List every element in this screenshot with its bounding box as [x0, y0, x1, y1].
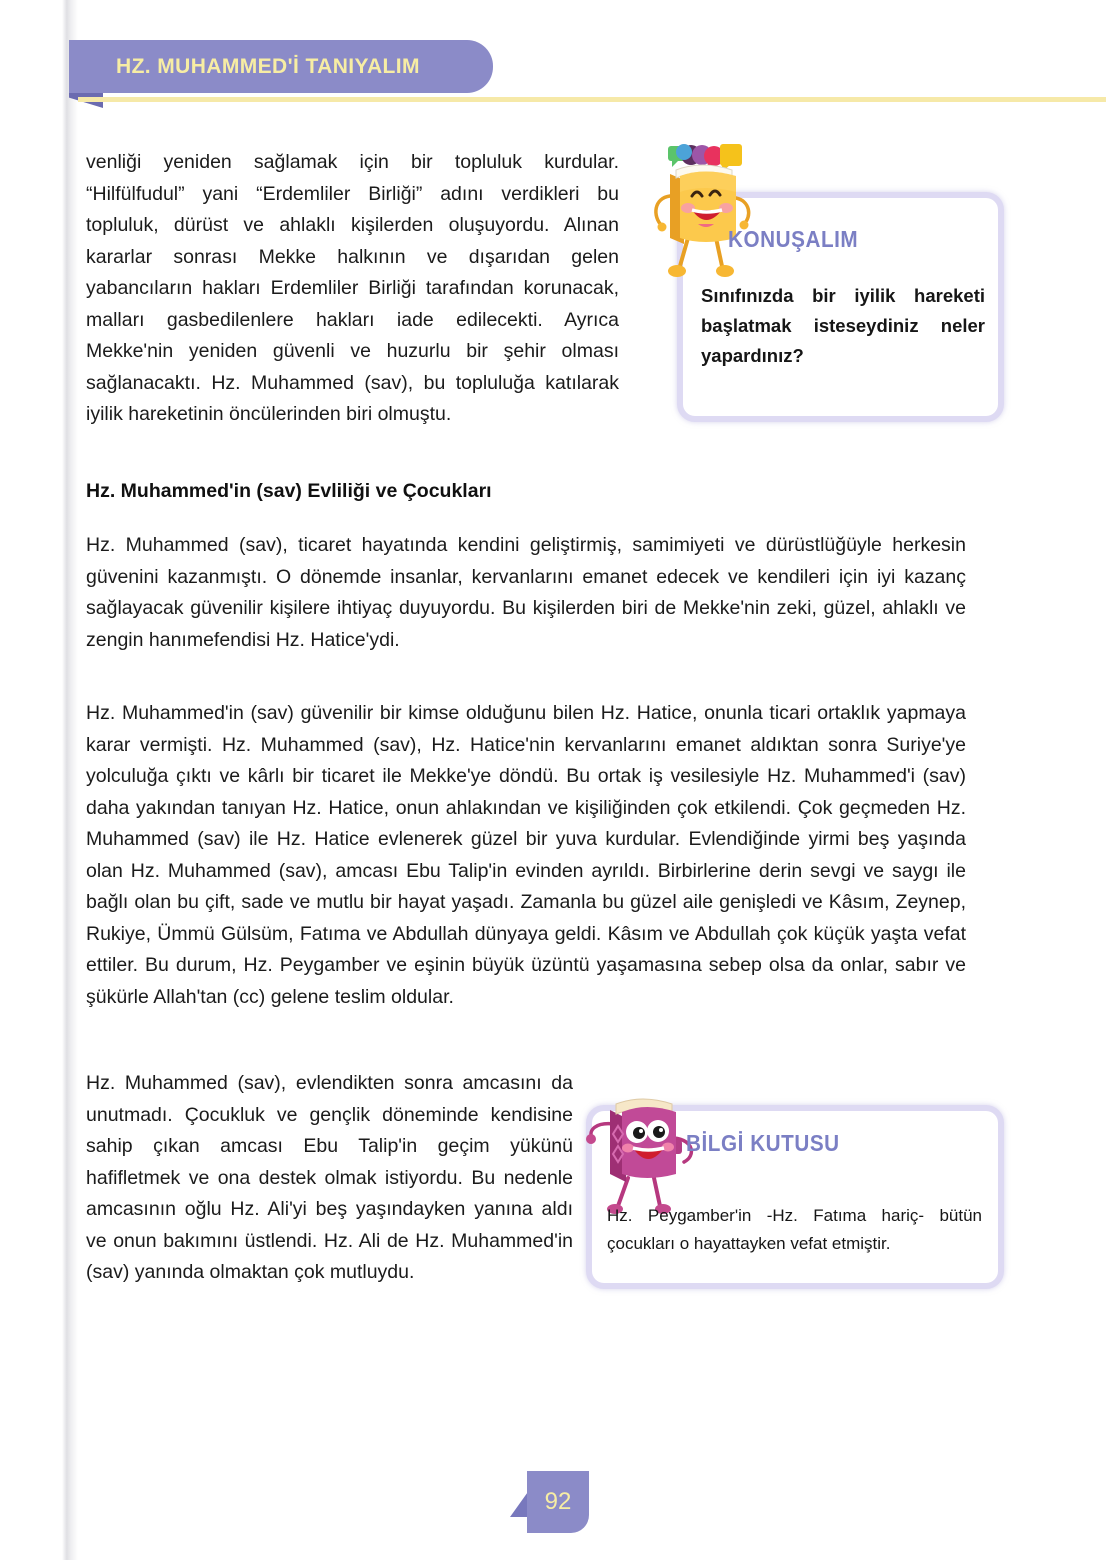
paragraph-hatice-family: Hz. Muhammed'in (sav) güvenilir bir kimse olduğunu bilen Hz. Hatice, onunla ticari ortaklık yapmaya karar vermişti. Hz. Muhammed (sav), Hz. Hatice'nin kervanlarını emanet aldıktan sonra Suriye'ye yolculuğa çıktı ve kârlı bir ticaret ile Mekke'ye döndü. Bu ortak iş vesilesiyle Hz. Muhammed'i (sav) daha yakından tanıyan Hz. Hatice, onun ahlakından ve kişiliğinden çok etkilendi. Çok geçmeden Hz. Muhammed (sav) ile Hz. Hatice evlenerek güzel bir yuva kurdular. Evlendiğinde yirmi beş yaşında olan Hz. Muhammed (sav), amcası Ebu Talip'in evinden ayrıldı. Birbirlerine derin sevgi ve saygı ile bağlı olan bu çift, sade ve mutlu bir hayat yaşadı. Zamanla bu güzel aile genişledi ve Kâsım, Zeynep, Rukiye, Ümmü Gülsüm, Fatıma ve Abdullah dünyaya geldi. Kâsım ve Abdullah çok küçük yaşta vefat ettiler. Bu durum, Hz. Peygamber ve eşinin büyük üzüntü yaşamasına sebep olsa da onlar, sabır ve şükürle Allah'tan (cc) gelene teslim oldular.	[86, 702, 966, 1008]
bilgi-kutusu-text: Hz. Peygamber'in -Hz. Fatıma hariç- bütün çocukları o hayattayken vefat etmiştir.	[607, 1206, 982, 1253]
konusalim-box-text: Sınıfınızda bir iyilik hareketi başlatmak isteseydiniz neler yapardınız?	[701, 285, 985, 366]
yellow-book-character-icon	[640, 138, 770, 286]
page-number: 92	[544, 1488, 572, 1515]
page-title: HZ. MUHAMMED'İ TANIYALIM	[116, 54, 420, 78]
header-banner	[69, 40, 493, 93]
paragraph-hz-ali: Hz. Muhammed (sav), evlendikten sonra amcasını da unutmadı. Çocukluk ve gençlik döneminde kendisine sahip çıkan amcası Ebu Talip'in geçim yükünü hafifletmek ve ona destek olmak istiyordu. Bu nedenle amcasının oğlu Hz. Ali'yi beş yaşındayken yanına aldı ve onun bakımını üstlendi. Hz. Ali de Hz. Muhammed'in (sav) yanında olmaktan çok mutluydu.	[86, 1072, 573, 1283]
bilgi-kutusu-title: BİLGİ KUTUSU	[686, 1130, 840, 1156]
header-rule-line	[78, 97, 1106, 102]
paragraph-marriage-intro: Hz. Muhammed (sav), ticaret hayatında kendini geliştirmiş, samimiyeti ve dürüstlüğüyle herkesin güvenini kazanmıştı. O dönemde insanlar, kervanlarını emanet edecek ve kendileri için iyi kazanç sağlayacak güvenilir kişilere ihtiyaç duyuyordu. Bu kişilerden biri de Mekke'nin zeki, güzel, ahlaklı ve zengin hanımefendisi Hz. Hatice'ydi.	[86, 534, 966, 651]
konusalim-box-title: KONUŞALIM	[728, 226, 859, 252]
page-spine-shadow	[62, 0, 78, 1560]
section-subheading: Hz. Muhammed'in (sav) Evliliği ve Çocukları	[86, 480, 492, 502]
page-header	[0, 0, 1106, 115]
paragraph-intro: venliği yeniden sağlamak için bir topluluk kurdular. “Hilfülfudul” yani “Erdemliler Birliği” adını verdikleri bu topluluk, dürüst ve ahlaklı kişilerden oluşuyordu. Alınan kararlar sonrası Mekke halkının ve dışarıdan gelen yabancıların hakları Erdemliler Birliği tarafından korunacak, malları gasbedilenlere hakları iade edilecekti. Ayrıca Mekke'nin yeniden güvenli ve huzurlu bir şehir olması sağlanacaktı. Hz. Muhammed (sav), bu topluluğa katılarak iyilik hareketinin öncülerinden biri olmuştu.	[86, 151, 619, 425]
page-number-tab	[527, 1471, 589, 1533]
